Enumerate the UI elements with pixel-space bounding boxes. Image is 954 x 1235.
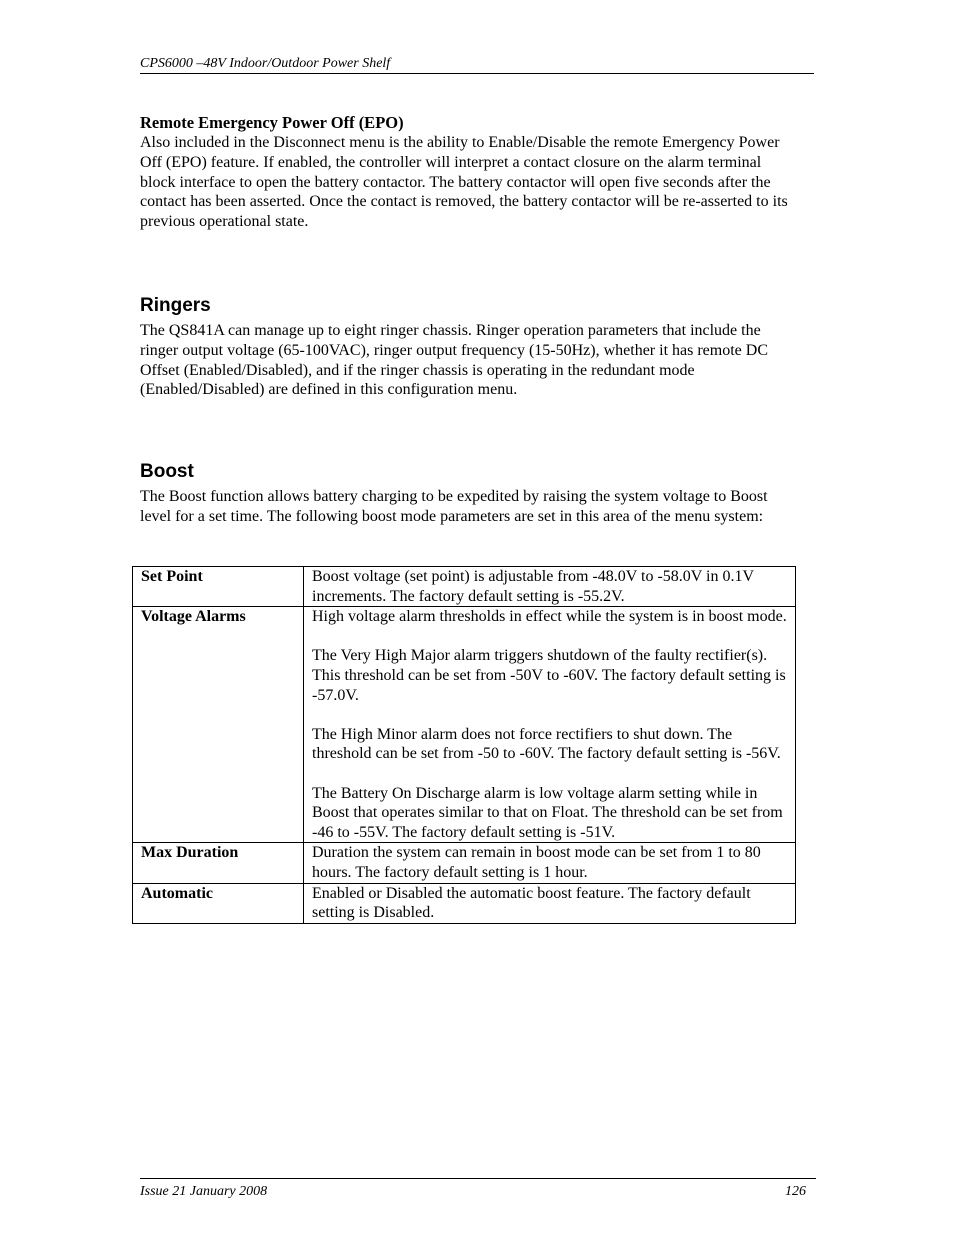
boost-section	[140, 461, 790, 527]
param-description	[304, 607, 796, 843]
table-row	[133, 843, 796, 883]
boost-parameters-table	[132, 566, 796, 924]
param-text: Duration the system can remain in boost mode can be set from 1 to 80 hours. The factory default setting is 1 hour.	[312, 844, 761, 881]
param-text: The High Minor alarm does not force rectifiers to shut down. The threshold can be set from -50 to -60V. The factory default setting is -56V.	[312, 725, 781, 763]
page-footer	[140, 1178, 816, 1200]
param-description	[304, 843, 796, 883]
param-text: Boost voltage (set point) is adjustable from -48.0V to -58.0V in 0.1V increments. The factory default setting is -55.2V.	[312, 568, 754, 605]
param-label: Set Point	[133, 567, 304, 607]
table-row	[133, 607, 796, 843]
table-row	[133, 567, 796, 607]
param-text: The Very High Major alarm triggers shutdown of the faulty rectifier(s). This threshold can be set from -50V to -60V. The factory default setting is -57.0V.	[312, 647, 786, 704]
ringers-body: The QS841A can manage up to eight ringer chassis. Ringer operation parameters that include the ringer output voltage (65-100VAC), ringer output frequency (15-50Hz), whether it has remote DC Offset (Enabled/Disabled), and if the ringer chassis is operating in the redundant mode (Enabled/Disabled) are defined in this configuration menu.	[140, 322, 768, 399]
param-text: Enabled or Disabled the automatic boost feature. The factory default setting is Disabled.	[312, 884, 751, 922]
boost-heading: Boost	[140, 461, 194, 482]
param-description	[304, 883, 796, 923]
param-label: Automatic	[133, 883, 304, 923]
issue-date: Issue 21 January 2008	[140, 1184, 268, 1199]
param-label: Max Duration	[133, 843, 304, 883]
param-description	[304, 567, 796, 607]
table-row	[133, 883, 796, 923]
param-text: High voltage alarm thresholds in effect while the system is in boost mode.	[312, 608, 787, 626]
param-text: The Battery On Discharge alarm is low voltage alarm setting while in Boost that operates similar to that on Float. The threshold can be set from -46 to -55V. The factory default setting is -51V.	[312, 784, 783, 841]
running-header: CPS6000 –48V Indoor/Outdoor Power Shelf	[140, 56, 814, 74]
param-label: Voltage Alarms	[133, 607, 304, 843]
epo-section	[140, 113, 790, 232]
page-number: 126	[785, 1184, 806, 1199]
epo-heading: Remote Emergency Power Off (EPO)	[140, 113, 404, 132]
boost-body: The Boost function allows battery charging to be expedited by raising the system voltage to Boost level for a set time. The following boost mode parameters are set in this area of the menu system:	[140, 488, 768, 525]
epo-body: Also included in the Disconnect menu is the ability to Enable/Disable the remote Emergency Power Off (EPO) feature. If enabled, the controller will interpret a contact closure on the alarm terminal block interface to open the battery contactor. The battery contactor will open five seconds after the contact has been asserted. Once the contact is removed, the battery contactor will be re-asserted to its previous operational state.	[140, 134, 788, 231]
ringers-heading: Ringers	[140, 295, 211, 316]
ringers-section	[140, 295, 790, 400]
